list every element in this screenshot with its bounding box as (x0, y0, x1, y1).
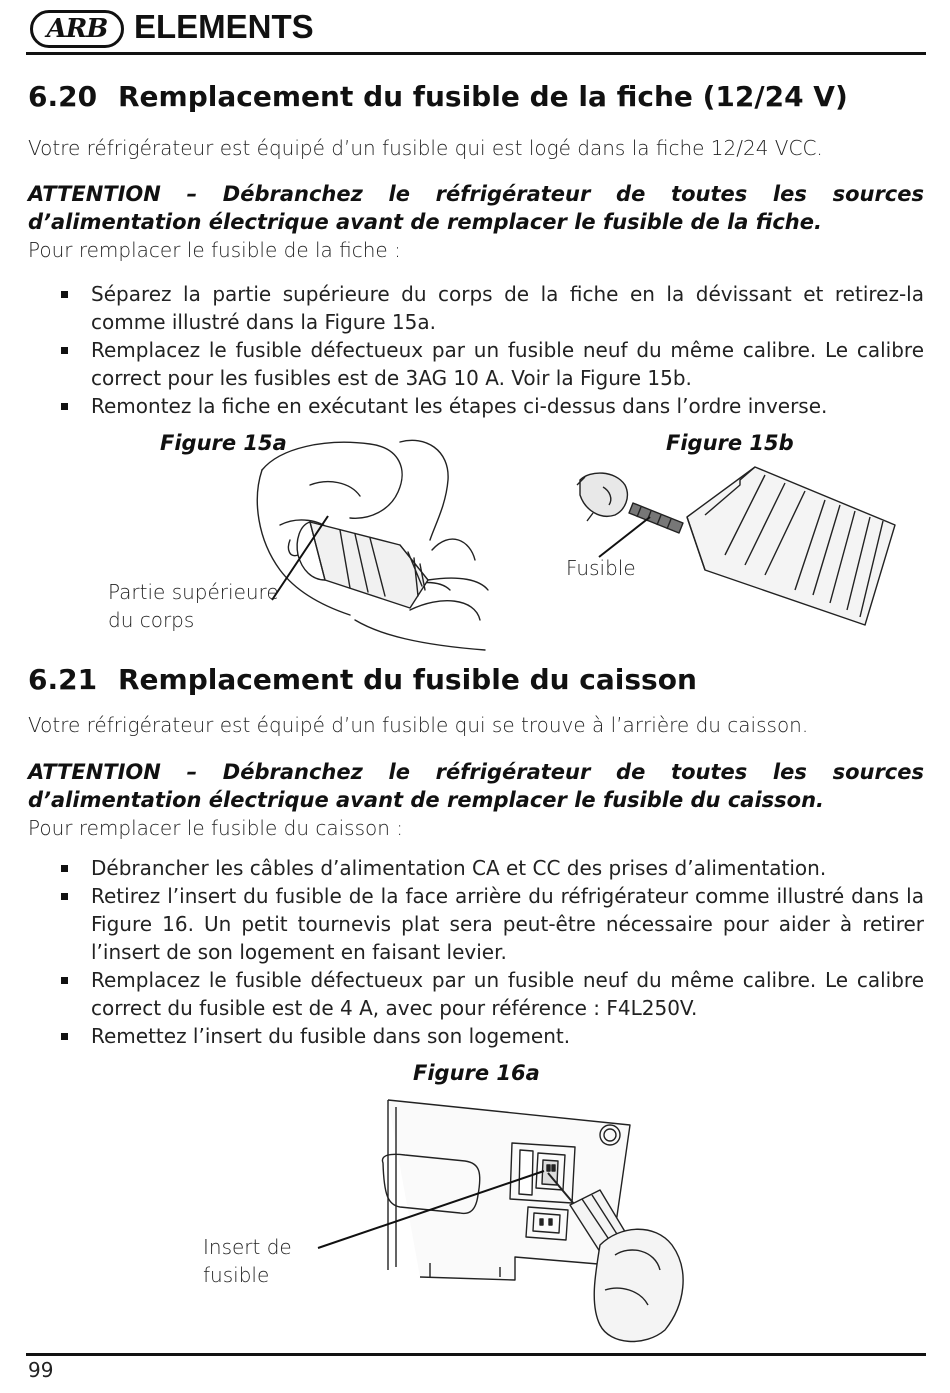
figure-16a-illustration (300, 1095, 700, 1350)
figure-15b-leader-line (599, 517, 650, 557)
list-item: Retirez l’insert du fusible de la face arrière du réfrigérateur comme illustré dans la Figure 16. Un petit tournevis plat sera peut-être nécessaire pour aider à retirer l’insert de son logement en faisant levier. (58, 882, 924, 966)
list-item: Remplacez le fusible défectueux par un fusible neuf du même calibre. Le calibre correct pour les fusibles est de 3AG 10 A. Voir la Figure 15b. (58, 336, 924, 392)
section-621-warning: ATTENTION – Débranchez le réfrigérateur de toutes les sources d’alimentation électrique avant de remplacer le fusible du caisson. (28, 760, 924, 812)
figure-16a-caption: Figure 16a (413, 1061, 540, 1085)
section-620-warning: ATTENTION – Débranchez le réfrigérateur de toutes les sources d’alimentation électrique avant de remplacer le fusible de la fiche. (28, 182, 924, 234)
arb-logo (30, 10, 124, 48)
section-620-number: 6.20 (28, 80, 98, 113)
section-620-intro: Votre réfrigérateur est équipé d’un fusible qui est logé dans la fiche 12/24 VCC. (28, 136, 823, 160)
figure-15a-illustration (250, 430, 490, 655)
footer-rule (26, 1353, 926, 1356)
page-number: 99 (28, 1358, 54, 1382)
section-621-lead: Pour remplacer le fusible du caisson : (28, 816, 404, 840)
figure-15a-label-line1: Partie supérieure (108, 580, 279, 604)
list-item: Remettez l’insert du fusible dans son logement. (58, 1022, 924, 1050)
figure-15b-caption: Figure 15b (666, 431, 794, 455)
figure-15a-label-line2: du corps (108, 608, 195, 632)
figure-16a-label-line1: Insert de (203, 1235, 292, 1259)
section-620-heading (28, 80, 848, 113)
section-621-steps (58, 854, 924, 1050)
header-rule (26, 52, 926, 55)
figure-15a-label (108, 578, 279, 634)
figure-15b-label: Fusible (566, 556, 636, 580)
list-item: Débrancher les câbles d’alimentation CA et CC des prises d’alimentation. (58, 854, 924, 882)
figure-15b-illustration (565, 455, 925, 630)
section-621-number: 6.21 (28, 663, 98, 696)
header-title: ELEMENTS (134, 8, 314, 45)
section-620-title: Remplacement du fusible de la fiche (12/24 V) (118, 80, 848, 113)
section-620-steps (58, 280, 924, 420)
figure-15a-caption: Figure 15a (160, 431, 287, 455)
list-item: Séparez la partie supérieure du corps de la fiche en la dévissant et retirez-la comme illustré dans la Figure 15a. (58, 280, 924, 336)
figure-16a-label-line2: fusible (203, 1263, 270, 1287)
section-621-heading (28, 663, 697, 696)
section-621-title: Remplacement du fusible du caisson (118, 663, 697, 696)
arb-logo-text: ARB (46, 14, 108, 44)
list-item: Remontez la fiche en exécutant les étapes ci-dessus dans l’ordre inverse. (58, 392, 924, 420)
section-621-intro: Votre réfrigérateur est équipé d’un fusible qui se trouve à l’arrière du caisson. (28, 713, 809, 737)
list-item: Remplacez le fusible défectueux par un fusible neuf du même calibre. Le calibre correct du fusible est de 4 A, avec pour référence : F4L250V. (58, 966, 924, 1022)
section-620-lead: Pour remplacer le fusible de la fiche : (28, 238, 401, 262)
figure-16a-label (203, 1233, 292, 1289)
